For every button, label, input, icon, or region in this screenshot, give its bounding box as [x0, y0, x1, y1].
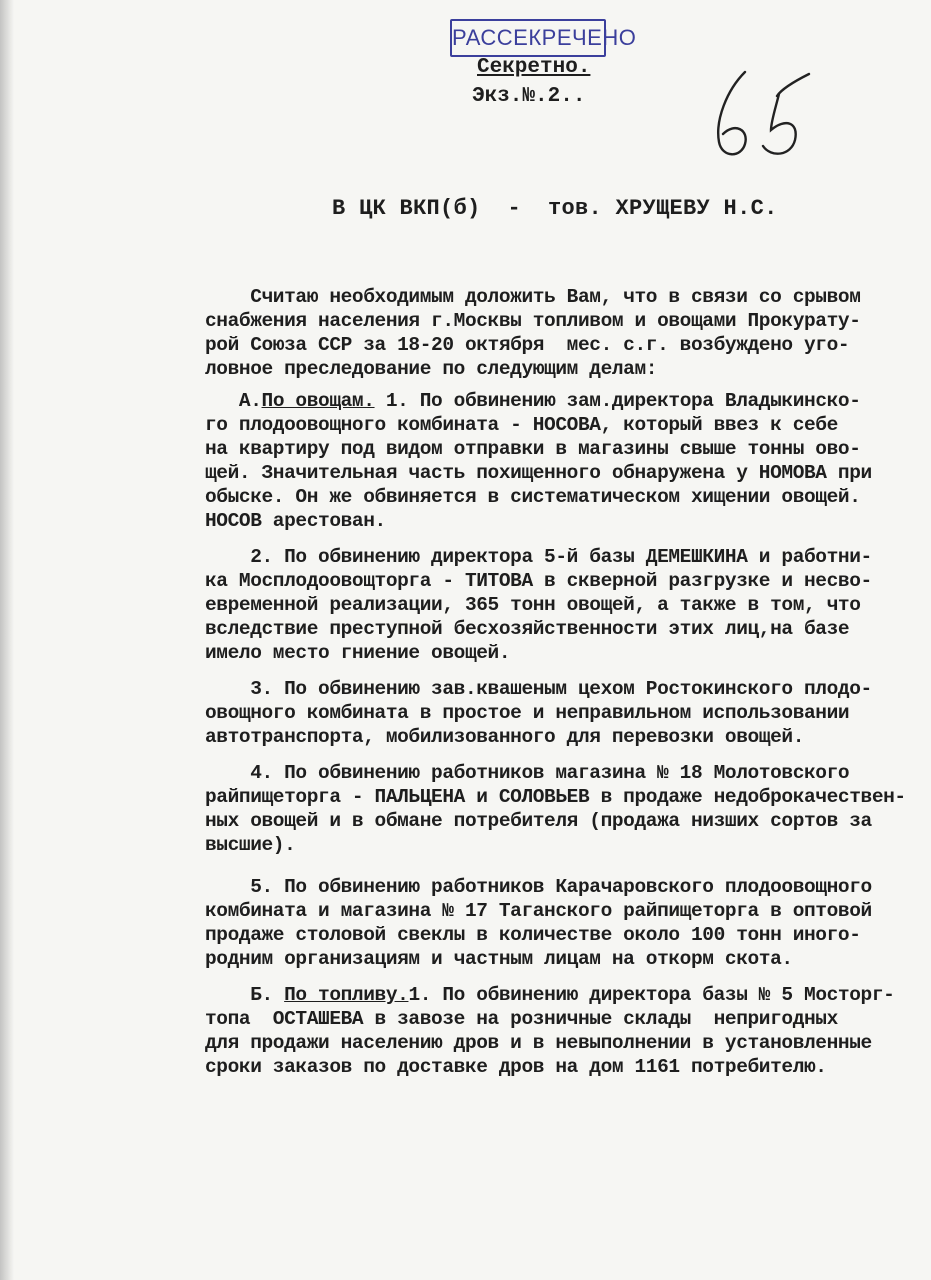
addressee-line: В ЦК ВКП(б) - тов. ХРУЩЕВУ Н.С.: [332, 196, 778, 221]
text-line: 2. По обвинению директора 5-й базы ДЕМЕШКИНА и работни-: [205, 546, 872, 568]
text-line: овощного комбината в простое и неправильном использовании: [205, 702, 850, 724]
text-line: комбината и магазина № 17 Таганского райпищеторга в оптовой: [205, 900, 872, 922]
text-line: го плодоовощного комбината - НОСОВА, который ввез к себе: [205, 414, 838, 436]
text-line: 4. По обвинению работников магазина № 18 Молотовского: [205, 762, 850, 784]
classification-mark: Секретно.: [477, 56, 591, 79]
text-line: имело место гниение овощей.: [205, 642, 511, 664]
text-line: НОСОВ арестован.: [205, 510, 386, 532]
text-line: [205, 983, 895, 1007]
text-line: 3. По обвинению зав.квашеным цехом Ростокинского плодо-: [205, 678, 872, 700]
text-line: [205, 389, 895, 413]
text-line: райпищеторга - ПАЛЬЦЕНА и СОЛОВЬЕВ в продаже недоброкачествен-: [205, 786, 906, 808]
text-line: ных овощей и в обмане потребителя (продажа низших сортов за: [205, 810, 872, 832]
text-line: вследствие преступной бесхозяйственности этих лиц,на базе: [205, 618, 850, 640]
text-line: высшие).: [205, 834, 296, 856]
text-line: для продажи населению дров и в невыполнении в установленные: [205, 1032, 872, 1054]
text-line: евременной реализации, 365 тонн овощей, а также в том, что: [205, 594, 861, 616]
section-prefix: Б.: [205, 984, 285, 1006]
text-line: топа ОСТАШЕВА в завозе на розничные склады непригодных: [205, 1008, 838, 1030]
intro-paragraph: [205, 285, 895, 381]
section-a-vegetables: [205, 389, 895, 533]
handwritten-folio-number: [705, 60, 825, 170]
copy-number: Экз.№.2..: [472, 85, 586, 108]
declassified-stamp: [450, 19, 637, 57]
text-line: рой Союза ССР за 18-20 октября мес. с.г. возбуждено уго-: [205, 334, 850, 356]
text-line: сроки заказов по доставке дров на дом 1161 потребителю.: [205, 1056, 827, 1078]
text-line: снабжения населения г.Москвы топливом и овощами Прокурату-: [205, 310, 861, 332]
text-line: 5. По обвинению работников Карачаровского плодоовощного: [205, 876, 872, 898]
text-line: обыске. Он же обвиняется в систематическом хищении овощей.: [205, 486, 861, 508]
text-line: родним организациям и частным лицам на откорм скота.: [205, 948, 793, 970]
item-2: [205, 545, 895, 665]
item-3: [205, 677, 895, 749]
text-fragment: 1. По обвинению зам.директора Владыкинско-: [374, 390, 861, 412]
section-prefix: А.: [205, 390, 262, 412]
section-heading: По топливу.: [284, 984, 409, 1006]
text-line: Считаю необходимым доложить Вам, что в связи со срывом: [205, 286, 861, 308]
text-line: автотранспорта, мобилизованного для перевозки овощей.: [205, 726, 805, 748]
letter-body: [205, 285, 906, 1079]
text-line: ловное преследование по следующим делам:: [205, 358, 658, 380]
section-b-fuel: [205, 983, 895, 1079]
text-line: на квартиру под видом отправки в магазины свыше тонны ово-: [205, 438, 861, 460]
section-heading: По овощам.: [261, 390, 375, 412]
stamp-text: РАССЕКРЕЧЕНО: [452, 25, 637, 50]
text-line: щей. Значительная часть похищенного обнаружена у НОМОВА при: [205, 462, 872, 484]
text-fragment: 1. По обвинению директора базы № 5 Мосторг-: [408, 984, 895, 1006]
item-4: [205, 761, 906, 857]
item-5: [205, 875, 895, 971]
text-line: ка Мосплодоовощторга - ТИТОВА в скверной разгрузке и несво-: [205, 570, 872, 592]
text-line: продаже столовой свеклы в количестве около 100 тонн иного-: [205, 924, 861, 946]
